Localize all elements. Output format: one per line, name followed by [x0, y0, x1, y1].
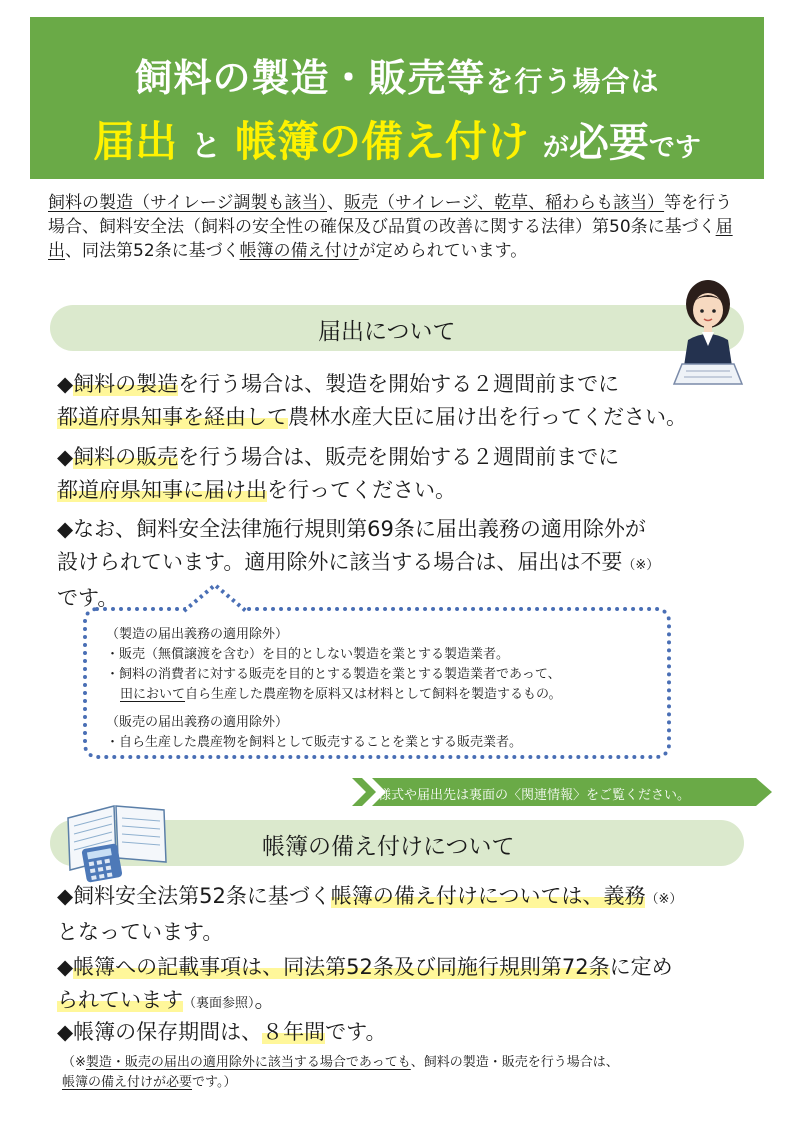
item-text: 農林水産大臣に届け出を行ってください。 [288, 405, 687, 429]
highlighted-text: 帳簿の備え付けについては、義務 [330, 884, 646, 908]
item-text: となっています。 [57, 920, 224, 944]
banner-text: が [542, 133, 569, 163]
section-title: 帳簿の備え付けについて [262, 834, 515, 860]
callout-pointer [180, 581, 250, 613]
banner-text: 必要 [568, 120, 649, 166]
highlighted-text: 都道府県知事に届け出 [57, 478, 267, 502]
footnote-text: 製造・販売の届出の適用除外に該当する場合であっても [85, 1055, 411, 1070]
footnote-text: 、飼料の製造・販売を行う場合は、 [410, 1055, 619, 1070]
bullet-diamond: ◆ [57, 955, 74, 979]
footnote-text: 帳簿の備え付けが必要 [62, 1075, 193, 1090]
footnote-text: （※ [62, 1055, 86, 1070]
exemption-item: 自ら生産した農産物を原料又は材料として飼料を製造するもの。 [185, 687, 562, 702]
banner-title-line2 [30, 109, 764, 169]
related-info-text: 様式や届出先は裏面の〈関連情報〉をご覧ください。 [378, 788, 691, 803]
ledger-item-retention [57, 1016, 386, 1049]
highlighted-text: ８年間 [262, 1020, 326, 1044]
intro-text: 、同法第52条に基づく [65, 241, 240, 261]
item-text: ◆なお、飼料安全法律施行規則第69条に届出義務の適用除外が [57, 517, 646, 541]
notice-item-exemption [57, 513, 659, 615]
item-text: を行う場合は、製造を開始する２週間前までに [178, 372, 620, 396]
intro-text: が定められています。 [358, 241, 528, 261]
highlighted-text: 帳簿への記載事項は、同法第52条及び同施行規則第72条 [73, 955, 610, 979]
highlighted-text: 飼料の販売 [73, 445, 179, 469]
banner-text: を行う場合は [485, 65, 660, 98]
note-mark: （※） [645, 892, 683, 907]
exemption-list [106, 625, 562, 705]
ledger-book-illustration [62, 798, 172, 884]
item-text: に定め [609, 955, 673, 979]
banner-highlight: 帳簿の備え付け [234, 117, 529, 166]
exemption-list-sales [106, 713, 522, 753]
item-text: 設けられています。適用除外に該当する場合は、届出は不要 [57, 550, 623, 574]
intro-text: 届出 [48, 217, 733, 261]
intro-text: 帳簿の備え付け [239, 241, 359, 261]
ledger-item-entries [57, 951, 673, 1020]
item-text: ◆帳簿の保存期間は、 [57, 1020, 263, 1044]
exemption-item: ・自ら生産した農産物を飼料として販売することを業とする販売業者。 [106, 735, 523, 750]
banner-text: です [648, 133, 701, 163]
bullet-diamond: ◆ [57, 445, 74, 469]
item-text: を行ってください。 [267, 478, 456, 502]
highlighted-text: 飼料の製造 [73, 372, 179, 396]
header-banner [30, 17, 764, 179]
exemption-item: ・販売（無償譲渡を含む）を目的としない製造を業とする製造業者。 [106, 647, 510, 662]
exemption-item: 田において [120, 687, 186, 702]
ledger-item-obligation [57, 880, 682, 949]
section-title: 届出について [318, 319, 456, 345]
calculator-illustration [81, 843, 122, 883]
intro-text: 等を行う場合、飼料安全法（飼料の安全性の確保及び品質の改善に関する法律）第50条に基づく [48, 193, 733, 237]
banner-text: 飼料の製造・販売等 [134, 56, 486, 100]
note-mark: （裏面参照） [183, 996, 255, 1011]
banner-title-line1 [30, 47, 764, 102]
intro-text: 飼料の製造（サイレージ調製も該当） [48, 193, 327, 213]
footnote [62, 1053, 619, 1093]
item-text: です。 [57, 586, 119, 610]
exemption-item: ・飼料の消費者に対する販売を目的とする製造を業とする製造業者であって、 [106, 667, 561, 682]
note-mark: （※） [622, 558, 660, 573]
notice-item-manufacture [57, 368, 687, 434]
item-text: 。 [254, 988, 276, 1012]
highlighted-text: られています [57, 988, 183, 1012]
item-text: です。 [325, 1020, 387, 1044]
highlighted-text: 都道府県知事を経由して [57, 405, 288, 429]
banner-highlight: 届出 [93, 117, 178, 166]
bullet-diamond: ◆ [57, 372, 74, 396]
item-text: を行う場合は、販売を開始する２週間前までに [178, 445, 620, 469]
exemption-heading: （製造の届出義務の適用除外） [106, 627, 289, 642]
banner-text: と [191, 129, 222, 164]
footnote-text: です。） [192, 1075, 237, 1090]
intro-text: 、 [326, 193, 344, 213]
chevron-arrow-icon [352, 778, 376, 806]
intro-paragraph [48, 191, 748, 263]
exemption-heading: （販売の届出義務の適用除外） [106, 715, 289, 730]
item-text: ◆飼料安全法第52条に基づく [57, 884, 331, 908]
notice-item-sales [57, 441, 619, 507]
intro-text: 販売（サイレージ、乾草、稲わらも該当） [343, 193, 665, 213]
